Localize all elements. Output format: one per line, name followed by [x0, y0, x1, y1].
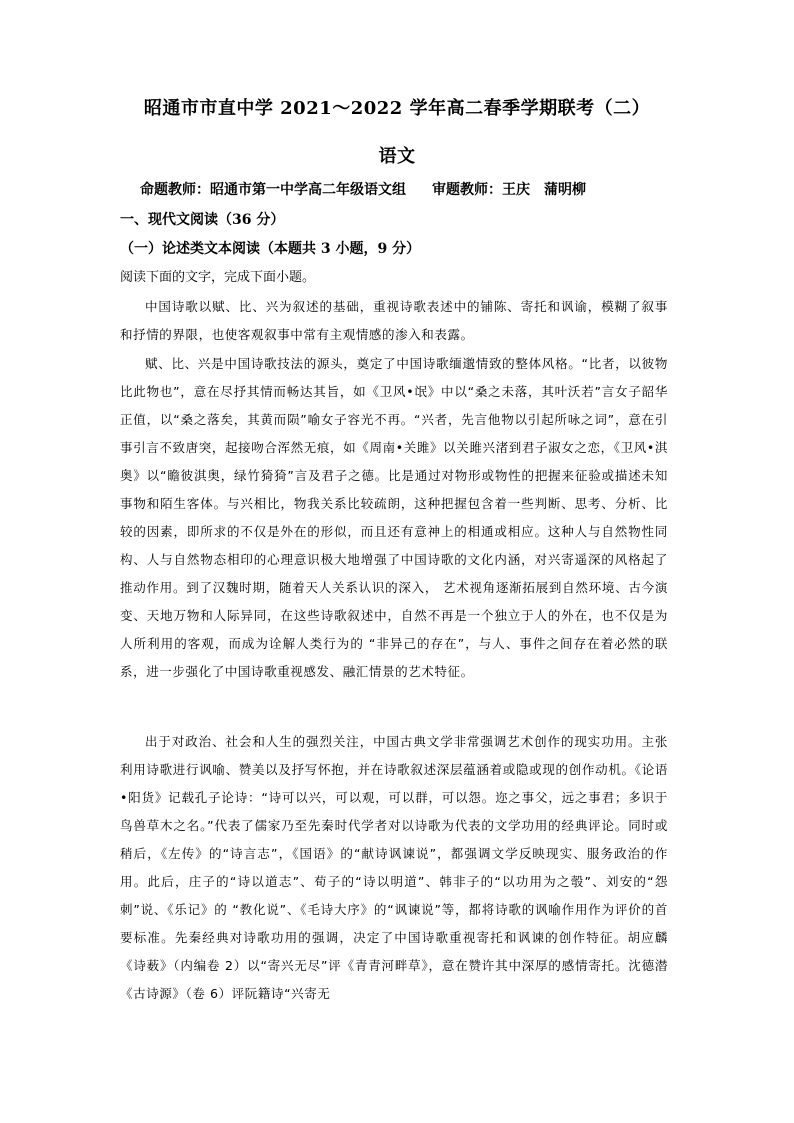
paragraph-1: 中国诗歌以赋、比、兴为叙述的基础，重视诗歌表述中的铺陈、寄托和讽谕，模糊了叙事和抒情的界限，也使客观叙事中常有主观情感的渗入和表露。: [120, 299, 668, 342]
subject-title: 语文: [378, 146, 416, 167]
section-heading: 一、现代文阅读（36 分）: [120, 212, 285, 228]
reading-instruction: 阅读下面的文字，完成下面小题。: [120, 270, 316, 285]
paragraph-2: 赋、比、兴是中国诗歌技法的源头，奠定了中国诗歌缅邈情致的整体风格。“比者，以彼物比此物也”，意在尽抒其情而畅达其旨，如《卫风•氓》中以“桑之未落，其叶沃若”言女子韶华正值，以“桑之落矣，其黄而陨”喻女子容光不再。“兴者，先言他物以引起所咏之词”，意在引事引言不致唐突，起接吻合浑然无痕，如《周南•关雎》以关雎兴渚到君子淑女之恋，《卫风•淇奥》以“瞻彼淇奥，绿竹猗猗”言及君子之德。比是通过对物形或物性的把握来征验或描述未知事物和陌生客体。与兴相比，物我关系比较疏朗，这种把握包含着一些判断、思考、分析、比较的因素，即所求的不仅是外在的形似，而且还有意神上的相通或相应。这种人与自然物性同构、人与自然物态相印的心理意识极大地增强了中国诗歌的文化内涵，对兴寄遥深的风格起了推动作用。到了汉魏时期，随着天人关系认识的深入， 艺术视角逐渐拓展到自然环境、古今演变、天地万物和人际异同，在这些诗歌叙述中，自然不再是一个独立于人的外在，也不仅是为人所利用的客观，而成为诠解人类行为的 “非异己的存在”，与人、事件之间存在着必然的联系，进一步强化了中国诗歌重视感发、融汇情景的艺术特征。: [120, 356, 668, 679]
subsection-heading: （一）论述类文本阅读（本题共 3 小题，9 分）: [120, 241, 421, 257]
authors-line: [140, 180, 700, 200]
proposer-text: 命题教师：昭通市第一中学高二年级语文组: [140, 182, 406, 198]
reviewer-second-text: 蒲明柳: [544, 182, 586, 198]
paragraph-3: 出于对政治、社会和人生的强烈关注，中国古典文学非常强调艺术创作的现实功用。主张利用诗歌进行讽喻、赞美以及抒写怀抱，并在诗歌叙述深层蕴涵着或隐或现的创作动机。《论语•阳货》记载孔子论诗：“诗可以兴，可以观，可以群，可以怨。迩之事父，远之事君；多识于鸟兽草木之名。”代表了儒家乃至先秦时代学者对以诗歌为代表的文学功用的经典评论。同时或稍后，《左传》的“诗言志”，《国语》的“献诗讽谏说”，都强调文学反映现实、服务政治的作用。此后，庄子的“诗以道志”、荀子的“诗以明道”、韩非子的“以功用为之彀”、刘安的“怨刺”说、《乐记》的 “教化说”、《毛诗大序》的“讽谏说”等，都将诗歌的讽喻作用作为评价的首要标准。先秦经典对诗歌功用的强调，决定了中国诗歌重视寄托和讽谏的创作特征。胡应麟《诗薮》（内编卷 2）以“寄兴无尽”评《青青河畔草》，意在赞许其中深厚的感情寄托。沈德潜《古诗源》（卷 6）评阮籍诗“兴寄无: [120, 734, 668, 1001]
exam-title: 昭通市市直中学 2021～2022 学年高二春季学期联考（二）: [143, 98, 651, 119]
reviewer-text: 审题教师：王庆: [432, 182, 530, 198]
